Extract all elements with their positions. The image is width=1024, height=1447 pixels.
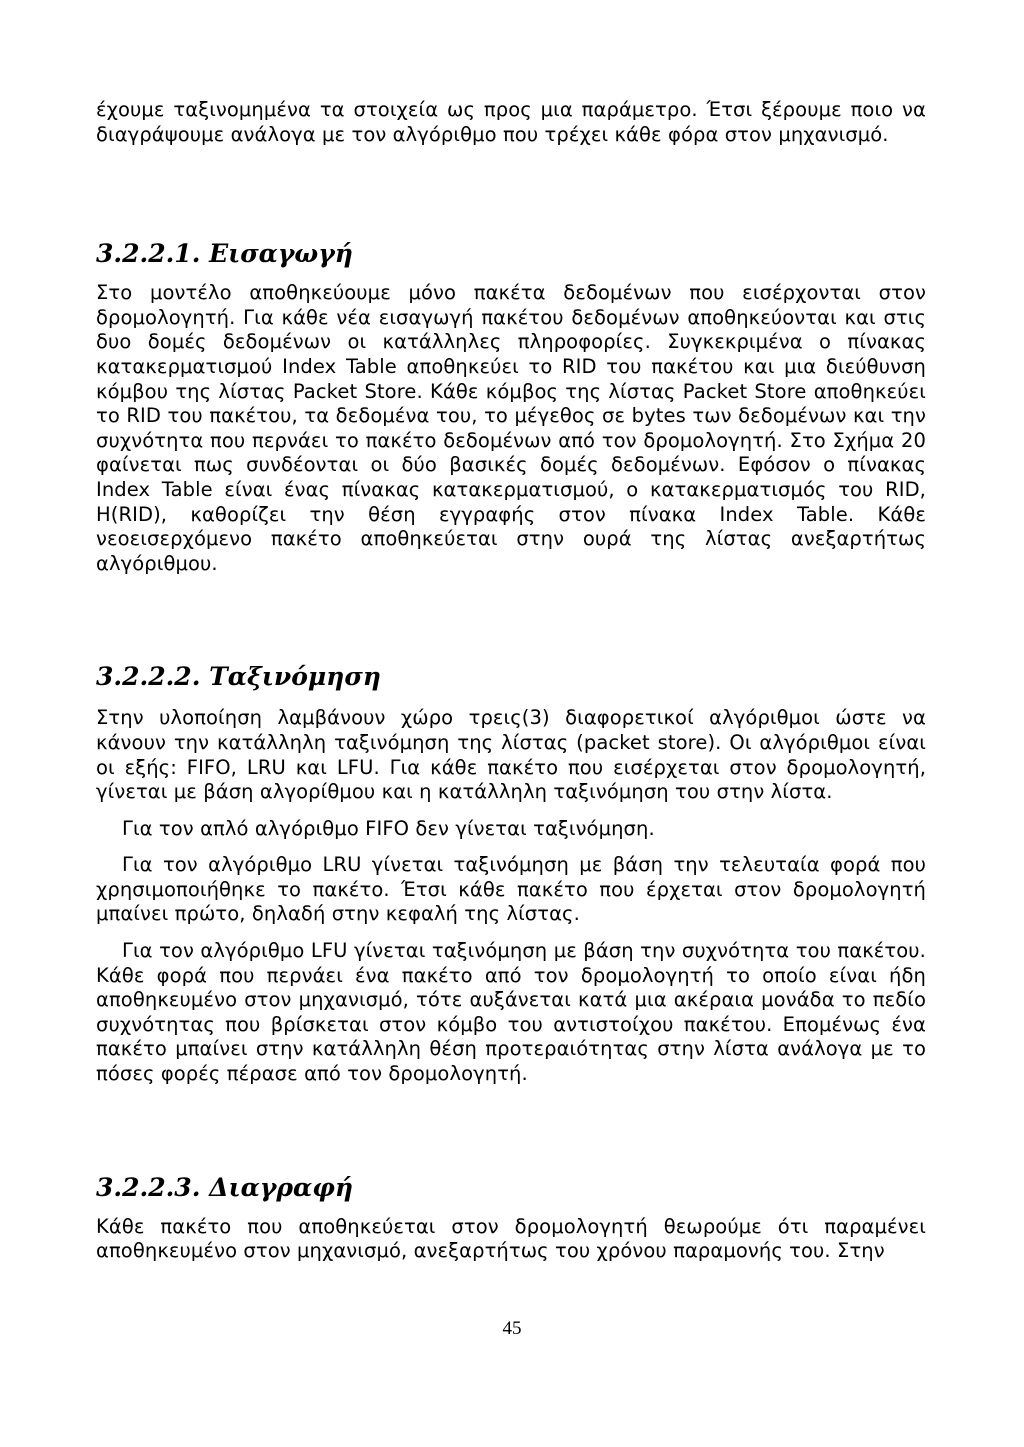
section-heading-taxinomisi: 3.2.2.2. Ταξινόμηση (96, 662, 381, 692)
section-heading-eisagogi: 3.2.2.1. Εισαγωγή (96, 239, 353, 269)
section-2-paragraph-3: Για τον αλγόριθμο LRU γίνεται ταξινόμηση με βάση την τελευταία φορά που χρησιμοποιήθηκε το πακέτο. Έτσι κάθε πακέτο που έρχεται στον δρομολογητή μπαίνει πρώτο, δηλαδή στην κεφαλή της λίστας. (96, 853, 926, 926)
section-heading-diagrafi: 3.2.2.3. Διαγραφή (96, 1172, 353, 1202)
section-2-paragraph-1: Στην υλοποίηση λαμβάνουν χώρο τρεις(3) διαφορετικοί αλγόριθμοι ώστε να κάνουν την κατάλληλη ταξινόμηση της λίστας (packet store). Οι αλγόριθμοι είναι οι εξής: FIFO, LRU και LFU. Για κάθε πακέτο που εισέρχεται στον δρομολογητή, γίνεται με βάση αλγορίθμου και η κατάλληλη ταξινόμηση του στην λίστα. (96, 706, 926, 804)
intro-paragraph: έχουμε ταξινομημένα τα στοιχεία ως προς μια παράμετρο. Έτσι ξέρουμε ποιο να διαγράψουμε ανάλογα με τον αλγόριθμο που τρέχει κάθε φόρα στον μηχανισμό. (96, 98, 926, 146)
section-3-paragraph-1: Κάθε πακέτο που αποθηκεύεται στον δρομολογητή θεωρούμε ότι παραμένει αποθηκευμένο στον μηχανισμό, ανεξαρτήτως του χρόνου παραμονής του. Στην (96, 1214, 926, 1263)
document-page (96, 98, 926, 1264)
section-1-paragraph-1: Στο μοντέλο αποθηκεύουμε μόνο πακέτα δεδομένων που εισέρχονται στον δρομολογητή. Για κάθε νέα εισαγωγή πακέτου δεδομένων αποθηκεύονται και στις δυο δομές δεδομένων οι κατάλληλες πληροφορίες. Συγκεκριμένα ο πίνακας κατακερματισμού Index Table αποθηκεύει το RID του πακέτου και μια διεύθυνση κόμβου της λίστας Packet Store. Κάθε κόμβος της λίστας Packet Store αποθηκεύει το RID του πακέτου, τα δεδομένα του, το μέγεθος σε bytes των δεδομένων και την συχνότητα που περνάει το πακέτο δεδομένων από τον δρομολογητή. Στο Σχήμα 20 φαίνεται πως συνδέονται οι δύο βασικές δομές δεδομένων. Εφόσον ο πίνακας Index Table είναι ένας πίνακας κατακερματισμού, ο κατακερματισμός του RID, H(RID), καθορίζει την θέση εγγραφής στον πίνακα Index Table. Κάθε νεοεισερχόμενο πακέτο αποθηκεύεται στην ουρά της λίστας ανεξαρτήτως αλγόριθμου. (96, 281, 926, 575)
section-2-paragraph-4: Για τον αλγόριθμο LFU γίνεται ταξινόμηση με βάση την συχνότητα του πακέτου. Κάθε φορά που περνάει ένα πακέτο από τον δρομολογητή το οποίο είναι ήδη αποθηκευμένο στον μηχανισμό, τότε αυξάνεται κατά μια ακέραια μονάδα το πεδίο συχνότητας που βρίσκεται στον κόμβο του αντιστοίχου πακέτου. Επομένως ένα πακέτο μπαίνει στην κατάλληλη θέση προτεραιότητας στην λίστα ανάλογα με το πόσες φορές πέρασε από τον δρομολογητή. (96, 939, 926, 1086)
section-2-paragraph-2: Για τον απλό αλγόριθμο FIFO δεν γίνεται ταξινόμηση. (122, 816, 655, 840)
page-number: 45 (502, 1318, 522, 1339)
